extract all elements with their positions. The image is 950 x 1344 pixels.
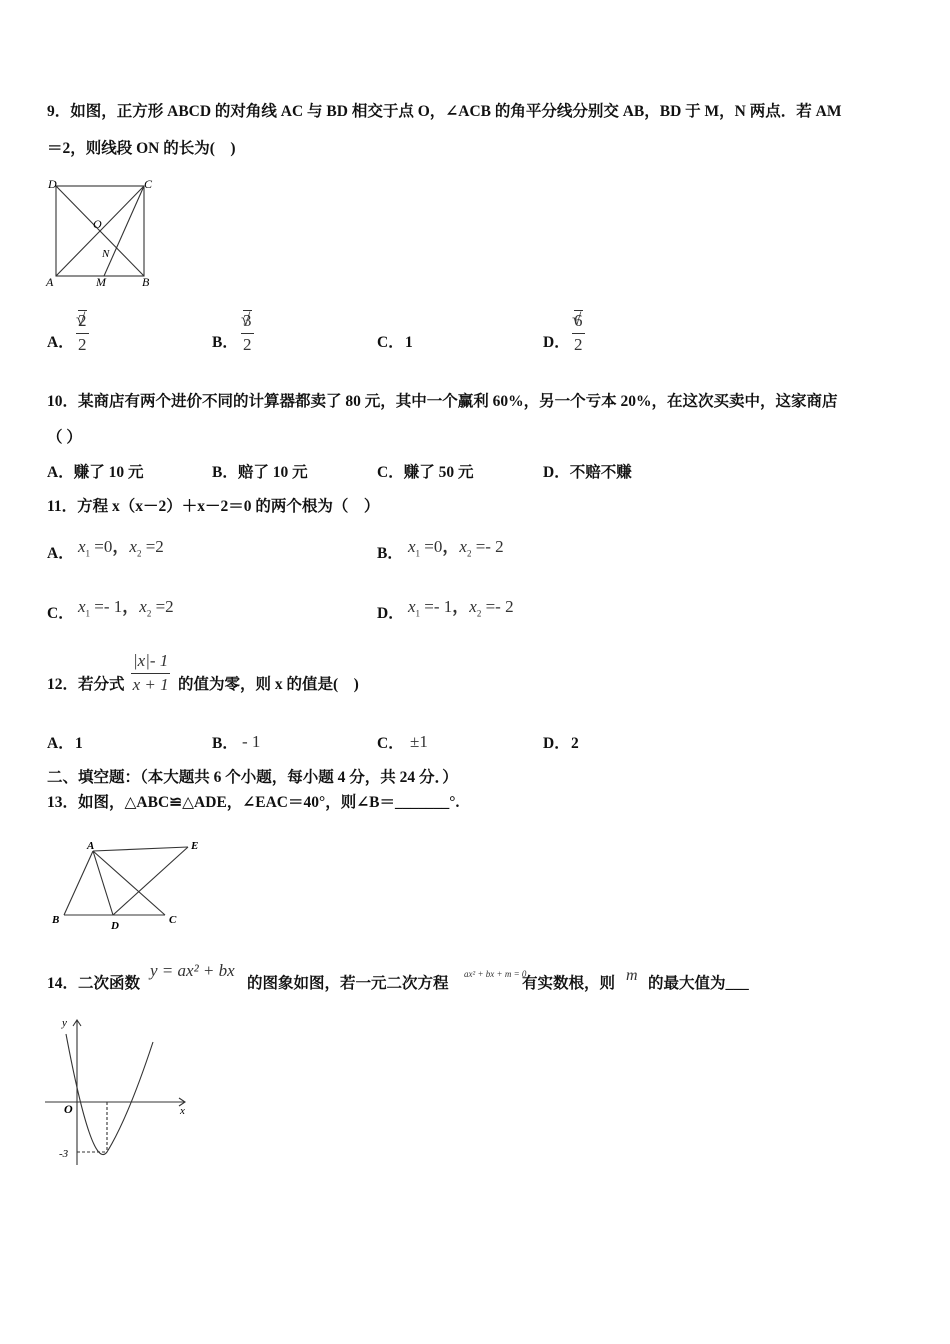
q10-stem-line2: （ ） xyxy=(47,429,82,446)
label-neg3: -3 xyxy=(59,1148,69,1160)
q14-after: 有实数根，则 xyxy=(522,975,616,992)
q14-parabola-figure xyxy=(40,1010,200,1170)
q11-option-d-label: D． xyxy=(377,605,404,622)
q14-function: y = ax² + bx xyxy=(150,961,235,980)
q9-option-c-value: 1 xyxy=(405,334,413,351)
q10-option-c: C．赚了 50 元 xyxy=(377,464,474,481)
q11-option-a-label: A． xyxy=(47,545,74,562)
bisector-cm xyxy=(104,186,144,276)
q12-option-d-label: D． xyxy=(543,735,570,752)
label-B: B xyxy=(52,914,60,926)
q14-variable-m: m xyxy=(626,967,638,984)
q12-option-b-label: B． xyxy=(212,735,238,752)
label-B: B xyxy=(142,275,150,289)
q10-option-d: D．不赔不赚 xyxy=(543,464,632,481)
label-O: O xyxy=(64,1102,73,1116)
q9-stem-line1: 9．如图，正方形 ABCD 的对角线 AC 与 BD 相交于点 O，∠ACB 的角平分线分别交 AB，BD 于 M，N 两点．若 AM xyxy=(47,103,842,120)
label-A: A xyxy=(87,840,95,852)
label-M: M xyxy=(96,275,106,289)
q14-prefix: 14．二次函数 xyxy=(47,975,141,992)
q9-square-figure xyxy=(40,175,160,293)
q12-option-a-value: 1 xyxy=(75,735,83,752)
q12-suffix: 的值为零，则 x 的值是( ) xyxy=(178,676,359,693)
label-y: y xyxy=(62,1017,67,1029)
q13-triangle-figure xyxy=(45,835,215,935)
label-x: x xyxy=(180,1105,185,1117)
label-D: D xyxy=(48,177,57,191)
q14-suffix: 的最大值为___ xyxy=(648,975,749,992)
q13-stem: 13．如图，△ABC≌△ADE，∠EAC＝40°，则∠B＝_______°. xyxy=(47,794,460,811)
label-O: O xyxy=(93,217,102,231)
label-E: E xyxy=(191,840,199,852)
q10-stem-line1: 10．某商店有两个进价不同的计算器都卖了 80 元，其中一个赢利 60%，另一个亏本 20%，在这次买卖中，这家商店 xyxy=(47,393,838,410)
label-A: A xyxy=(46,275,54,289)
label-C: C xyxy=(169,914,177,926)
q12-option-d-value: 2 xyxy=(571,735,579,752)
q14-middle: 的图象如图，若一元二次方程 xyxy=(247,975,449,992)
q12-prefix: 12．若分式 xyxy=(47,676,125,693)
q12-option-a-label: A． xyxy=(47,735,74,752)
q12-option-b-value: - 1 xyxy=(242,732,261,751)
label-N: N xyxy=(102,248,110,260)
q11-stem: 11．方程 x（x－2）＋x－2＝0 的两个根为（ ） xyxy=(47,498,380,515)
q9-option-a-label: A． xyxy=(47,334,74,351)
q9-stem-line2: ＝2，则线段 ON 的长为( ) xyxy=(47,140,236,157)
q14-equation: ax² + bx + m = 0 xyxy=(464,969,527,979)
q12-option-c-value: ±1 xyxy=(410,732,428,751)
label-C: C xyxy=(144,177,153,191)
q11-option-c-roots: $x_1 =- 1$，$x_2 =2$ xyxy=(78,597,174,619)
q12-option-c-label: C． xyxy=(377,735,404,752)
q11-option-b-roots: $x_1 =0$，$x_2 =- 2$ xyxy=(408,537,504,559)
q9-option-d-label: D． xyxy=(543,334,570,351)
q11-option-d-roots: $x_1 =- 1$，$x_2 =- 2$ xyxy=(408,597,514,619)
q11-option-a-roots: $x_1 =0$，$x_2 =2$ xyxy=(78,537,164,559)
label-D: D xyxy=(111,920,119,932)
q11-option-b-label: B． xyxy=(377,545,403,562)
q9-option-b-fraction: √ $\frac{3}{2}$ xyxy=(241,310,254,355)
section-2-heading: 二、填空题：（本大题共 6 个小题，每小题 4 分，共 24 分．） xyxy=(47,769,458,786)
q10-option-b: B．赔了 10 元 xyxy=(212,464,308,481)
q9-option-d-fraction: √ $\frac{6}{2}$ xyxy=(572,310,585,355)
parabola-curve xyxy=(66,1034,153,1155)
q9-option-a-fraction: √ $\frac{2}{2}$ xyxy=(76,310,89,355)
q9-option-b-label: B． xyxy=(212,334,238,351)
q10-option-a: A．赚了 10 元 xyxy=(47,464,144,481)
q12-fraction: $\frac{|x|- 1}{x + 1}$ xyxy=(132,651,169,694)
q11-option-c-label: C． xyxy=(47,605,74,622)
q9-option-c-label: C． xyxy=(377,334,404,351)
